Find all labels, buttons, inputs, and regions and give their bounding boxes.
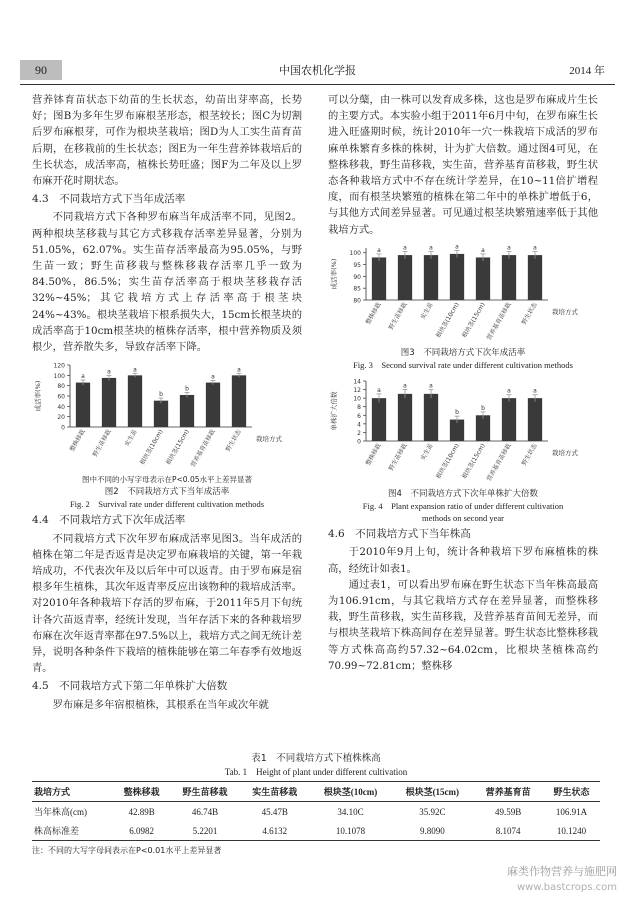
table-cell: 106.91A: [555, 806, 588, 817]
y-tick-label: 8: [357, 404, 361, 412]
bar: [424, 394, 438, 441]
bar: [372, 257, 386, 300]
x-tick-label: 根块茎(15cm): [460, 301, 487, 340]
table-cell: 35.92C: [419, 806, 446, 817]
table-cell: 9.8090: [419, 825, 445, 836]
y-tick-label: 4: [357, 421, 361, 429]
section-heading: 4.4 不同栽培方式下次年成活率: [32, 514, 186, 527]
x-tick-label: 根块茎(10cm): [138, 428, 165, 467]
table-cell: 6.0982: [129, 825, 154, 836]
figure-3: [328, 242, 598, 371]
significance-letter: a: [211, 373, 215, 381]
table-cell: 46.74B: [191, 806, 219, 817]
table-1: [32, 752, 600, 856]
significance-letter: a: [237, 366, 241, 374]
paragraph: 不同栽培方式下次年罗布麻成活率见图3。当年成活的植株在第二年是否返青是决定罗布麻栽培的关键，第一年栽培成功，不代表次年及以后年中可以返青。由于罗布麻是宿根多年生植株，其次年返青率反应出该物种的栽培成活率。对2010年各种栽培下存活的罗布麻，于2011年5月下旬统计各穴苗返青率，经统计发现，当年存活下来的各种栽培罗布麻在次年返青率都在97.5%以上，栽培方式之间无统计差异，说明各种条件下栽培的植株能够在第二年春季有效地返青。: [32, 532, 302, 675]
y-tick-label: 80: [57, 383, 65, 391]
paragraph: 可以分蘖，由一株可以发育成多株，这也是罗布麻成片生长的主要方式。本实验小组于2011年6月中旬，在罗布麻生长进入旺盛期时候，统计2010年一穴一株栽培下成活的罗布麻单株繁育多株的株树，计为扩大倍数。通过图4可见，在整株移栽，野生苗移栽，实生苗，营养基育苗移栽，野生状态各种栽培方式中不存在统计学差异，在10~11倍扩增程度，而有根茎块繁殖的植株在第二年中的单株扩增低于6，与其他方式间差异显著。可见通过根茎块繁殖速率低于其他栽培方式。: [328, 94, 598, 236]
x-tick-label: 整株移栽: [364, 442, 383, 467]
bar: [102, 378, 116, 427]
fig2-note: 图中不同的小写字母表示在P<0.05水平上差异显著: [81, 475, 252, 485]
y-tick-label: 20: [57, 414, 65, 422]
figure-4: [328, 375, 598, 524]
significance-letter: a: [507, 244, 511, 252]
table-cell: 4.6132: [262, 825, 288, 836]
bar: [398, 394, 412, 441]
y-tick-label: 0: [357, 438, 361, 446]
watermark-text: 麻类作物营养与施肥网: [507, 865, 617, 878]
x-axis-label: 栽培方式: [552, 307, 578, 316]
x-axis-label: 栽培方式: [552, 449, 578, 458]
y-tick-label: 100: [349, 250, 361, 258]
y-tick-label: 95: [353, 261, 361, 269]
bar: [424, 255, 438, 300]
paragraph: 于2010年9月上旬，统计各种栽培下罗布麻植株的株高，经统计如表1。: [328, 546, 598, 575]
table-cell: 株高标准差: [34, 826, 80, 836]
table-header-cell: 根块茎(10cm): [323, 787, 378, 797]
significance-letter: a: [403, 382, 407, 390]
table-header-cell: 野生状态: [553, 787, 590, 797]
y-tick-label: 120: [53, 362, 65, 370]
fig2-caption-en: Fig. 2 Survival rate under different cultivation methods: [69, 499, 265, 510]
table-row: [32, 802, 600, 822]
bar: [154, 401, 168, 427]
y-tick-label: 85: [353, 285, 361, 293]
paragraph: 罗布麻是多年宿根植株，其根系在当年或次年就: [52, 698, 269, 711]
y-axis-label: 单株扩大倍数: [330, 391, 338, 431]
fig4-caption-en-2: methods on second year: [422, 513, 504, 524]
x-tick-label: 整株移栽: [68, 428, 87, 454]
y-tick-label: 6: [357, 412, 361, 420]
journal-year: 2014 年: [569, 65, 605, 77]
bar: [476, 257, 490, 300]
page-header: [0, 0, 635, 86]
x-tick-label: 营养基育苗移栽: [189, 428, 217, 469]
significance-letter: a: [429, 382, 433, 390]
height-table: [32, 781, 600, 841]
x-tick-label: 野生苗移栽: [91, 428, 113, 459]
bar: [128, 376, 142, 428]
table-cell: 34.10C: [337, 806, 364, 817]
bar: [180, 395, 194, 427]
table-cell: 42.89B: [128, 806, 155, 817]
fig2-caption: 图2 不同栽培方式下当年成活率: [104, 487, 230, 498]
y-tick-label: 10: [353, 395, 361, 403]
table-header-cell: 营养基育苗: [485, 787, 531, 797]
table-header-cell: 整株移栽: [123, 787, 160, 797]
table-cell: 5.2201: [192, 825, 218, 836]
fig4-chart: [328, 375, 598, 483]
fig4-caption: 图4 不同栽培方式下次年单株扩大倍数: [388, 489, 538, 500]
x-axis-label: 栽培方式: [256, 435, 282, 444]
bar: [502, 255, 516, 300]
y-tick-label: 2: [357, 429, 361, 437]
significance-letter: a: [403, 244, 407, 252]
y-axis-label: 成活率(%): [34, 380, 42, 412]
x-tick-label: 根块茎(10cm): [434, 442, 461, 481]
bar: [232, 376, 246, 428]
table-header-cell: 实生苗移栽: [252, 787, 298, 797]
significance-letter: a: [133, 366, 137, 374]
significance-letter: a: [429, 244, 433, 252]
significance-letter: a: [377, 246, 381, 254]
significance-letter: b: [185, 385, 189, 393]
y-tick-label: 60: [57, 393, 65, 401]
y-tick-label: 12: [353, 387, 361, 395]
y-tick-label: 80: [353, 297, 361, 305]
significance-letter: a: [533, 244, 537, 252]
header-rule: [20, 84, 615, 85]
table-cell: 当年株高(cm): [34, 807, 87, 817]
fig3-caption: 图3 不同栽培方式下次年成活率: [400, 348, 526, 359]
bar: [76, 383, 90, 427]
section-heading: 4.6 不同栽培方式下当年株高: [328, 528, 471, 541]
fig2-chart: [32, 359, 302, 469]
bar: [398, 255, 412, 300]
significance-letter: a: [455, 243, 459, 251]
y-tick-label: 90: [353, 273, 361, 281]
right-column: [328, 92, 598, 674]
table-row: [32, 821, 600, 841]
significance-letter: b: [159, 391, 163, 399]
y-tick-label: 0: [61, 424, 65, 432]
watermark-url: www.bastcrops.com: [516, 882, 617, 893]
paragraph: 不同栽培方式下各种罗布麻当年成活率不同，见图2。两种根块茎移栽与其它方式移栽存活率差异显著，分别为51.05%，62.07%。实生苗存活率最高为95.05%，与野生苗一致；野生苗移栽与整株移栽存活率几乎一致为84.50%，86.5%；实生苗存活率高于根块茎移栽存活32%~45%；其它栽培方式上存活率高于根茎块24%~43%。根块茎栽培下根系损失大，15cm长根茎块的成活率高于10cm根茎块的植株存活率，根中营养物质及须根少，营养散失多，导致存活率下降。: [32, 211, 302, 354]
significance-letter: b: [455, 409, 459, 417]
x-tick-label: 实生苗: [419, 301, 435, 321]
section-heading: 4.5 不同栽培方式下第二年单株扩大倍数: [32, 680, 228, 693]
y-tick-label: 100: [53, 373, 65, 381]
bar: [450, 254, 464, 300]
table-header-cell: 栽培方式: [34, 787, 71, 797]
fig4-caption-en: Fig. 4 Plant expansion ratio of under different cultivation: [362, 501, 564, 512]
x-tick-label: 野生苗移栽: [387, 442, 409, 473]
table-caption-en: Tab. 1 Height of plant under different cultivation: [224, 767, 408, 777]
x-tick-label: 实生苗: [123, 428, 139, 448]
significance-letter: a: [507, 387, 511, 395]
table-cell: 10.1078: [335, 825, 366, 836]
figure-2: [32, 359, 302, 510]
table-header-row: [32, 782, 600, 802]
bar: [476, 415, 490, 441]
table-caption: 表1 不同栽培方式下植株株高: [251, 753, 381, 764]
y-tick-label: 14: [353, 378, 361, 386]
x-tick-label: 野生状态: [224, 428, 243, 454]
significance-letter: a: [107, 368, 111, 376]
x-tick-label: 营养基育苗移栽: [485, 442, 513, 483]
fig3-caption-en: Fig. 3 Second survival rate under different cultivation methods: [353, 360, 573, 371]
bar: [528, 398, 542, 441]
x-tick-label: 根块茎(15cm): [460, 442, 487, 481]
paragraph: 通过表1，可以看出罗布麻在野生状态下当年株高最高为106.91cm，与其它栽培方式存在差异显著，而整株移栽，野生苗移栽，实生苗移栽，及营养基育苗间无差异，而与根块茎栽培下株高间存在差异显著。野生状态比整株移栽等方式株高高约57.32~64.02cm，比根块茎植株高约70.99~72.81cm；整株移: [328, 578, 598, 672]
section-heading: 4.3 不同栽培方式下当年成活率: [32, 193, 186, 206]
y-tick-label: 40: [57, 404, 65, 412]
x-tick-label: 根块茎(10cm): [434, 301, 461, 340]
page-number: 90: [20, 60, 62, 80]
table-header-cell: 野生苗移栽: [182, 787, 228, 797]
significance-letter: a: [377, 386, 381, 394]
x-tick-label: 野生苗移栽: [387, 301, 409, 331]
x-tick-label: 实生苗: [419, 442, 435, 462]
left-column: [32, 92, 302, 713]
x-tick-label: 营养基育苗移栽: [485, 301, 513, 342]
fig3-chart: [328, 242, 598, 342]
x-tick-label: 根块茎(15cm): [164, 428, 191, 467]
table-cell: 10.1240: [556, 825, 587, 836]
table-cell: 45.47B: [261, 806, 288, 817]
x-tick-label: 野生状态: [520, 442, 539, 467]
significance-letter: a: [81, 373, 85, 381]
x-tick-label: 野生状态: [520, 301, 539, 326]
bar: [372, 398, 386, 441]
x-tick-label: 整株移栽: [364, 301, 383, 326]
table-cell: 49.59B: [494, 806, 522, 817]
bar: [206, 383, 220, 427]
y-axis-label: 成活率(%): [330, 258, 338, 290]
bar: [528, 255, 542, 300]
significance-letter: a: [481, 246, 485, 254]
table-header-cell: 根块茎(15cm): [405, 787, 460, 797]
table-cell: 8.1074: [495, 825, 521, 836]
bar: [502, 398, 516, 441]
table-note: 注：不同的大写字母间表示在P<0.01水平上差异显著: [32, 846, 222, 855]
paragraph: 营养钵育苗状态下幼苗的生长状态，幼苗出芽率高，长势好；图B为多年生罗布麻根茎形态，根茎较长；图C为切割后罗布麻根芽，可作为根块茎栽培；图D为人工实生苗育苗后期，在移栽前的生长状态；图E为一年生营养钵栽培后的生长状态，成活率高，植株长势旺盛；图F为二年及以上罗布麻开花时期状态。: [32, 94, 302, 188]
journal-title: 中国农机化学报: [279, 64, 356, 77]
significance-letter: b: [481, 404, 485, 412]
significance-letter: a: [533, 387, 537, 395]
